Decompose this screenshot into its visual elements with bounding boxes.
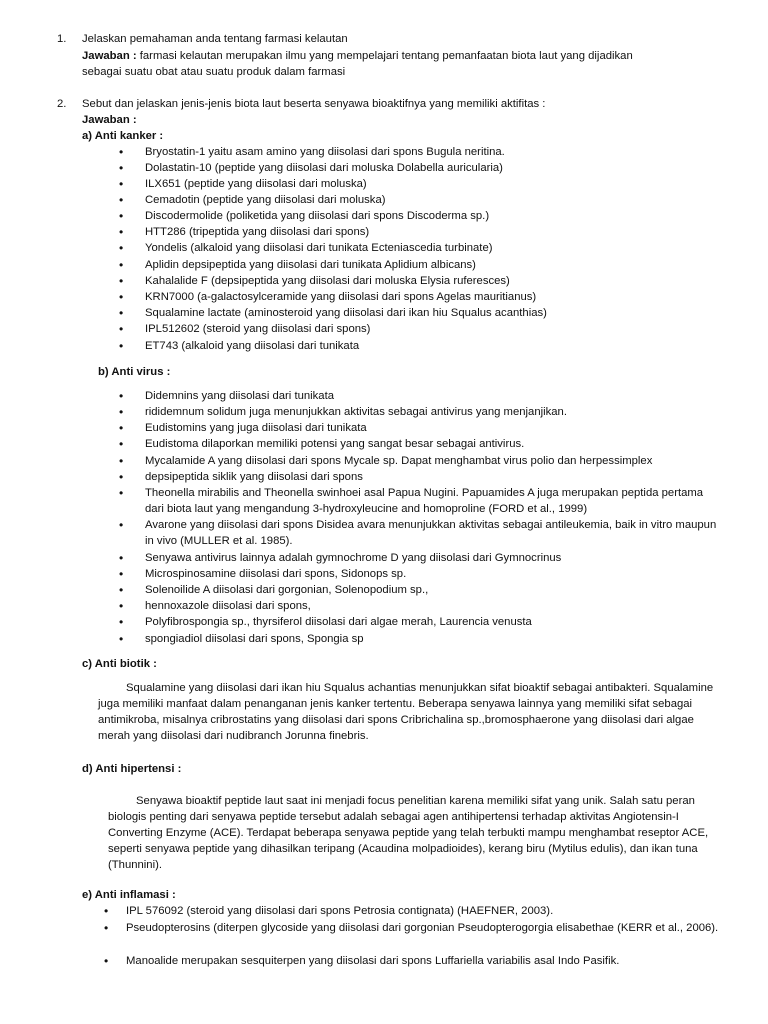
list-item: • Pseudopterosins (diterpen glycoside yang diisolasi dari gorgonian Pseudopterogorgia elisabethae (KERR et al., 2006).: [126, 920, 726, 936]
list-item: • depsipeptida siklik yang diisolasi dari spons: [145, 469, 725, 485]
list-item: • Manoalide merupakan sesquiterpen yang diisolasi dari spons Luffariella variabilis asal Indo Pasifik.: [126, 953, 726, 969]
anti-biotik-paragraph: Squalamine yang diisolasi dari ikan hiu Squalus achantias menunjukkan sifat bioaktif sebagai antibakteri. Squalamine juga memiliki manfaat dalam penanganan jenis kanker tertentu. Beberapa senyawa lainnya yang memiliki sifat sebagai antimikroba, misalnya cribrostatins yang diisolasi dari spons Cribrichalina sp.,bromosphaerone yang diisolasi dari algae merah yang diisolasi dari nudibranch Jorunna finebris.: [98, 682, 714, 742]
list-item: • Microspinosamine diisolasi dari spons, Sidonops sp.: [145, 566, 725, 582]
q1-question: Jelaskan pemahaman anda tentang farmasi kelautan: [82, 33, 348, 45]
list-item: • spongiadiol diisolasi dari spons, Spongia sp: [145, 631, 725, 647]
list-item: • Solenoilide A diisolasi dari gorgonian, Solenopodium sp.,: [145, 582, 725, 598]
list-item: • ILX651 (peptide yang diisolasi dari moluska): [145, 176, 725, 192]
list-item: • IPL512602 (steroid yang diisolasi dari spons): [145, 321, 725, 337]
list-item: • Theonella mirabilis and Theonella swinhoei asal Papua Nugini. Papuamides A juga merupakan peptida pertama dari biota laut yang mengandung 3-hydroxyleucine and homoproline (FORD et al., 1999): [145, 485, 725, 517]
q1-number: 1.: [57, 33, 67, 45]
list-item: • Didemnins yang diisolasi dari tunikata: [145, 388, 725, 404]
list-item: • HTT286 (tripeptida yang diisolasi dari spons): [145, 224, 725, 240]
list-item: • Senyawa antivirus lainnya adalah gymnochrome D yang diisolasi dari Gymnocrinus: [145, 550, 725, 566]
anti-hipertensi-paragraph: Senyawa bioaktif peptide laut saat ini menjadi focus penelitian karena memiliki sifat yang unik. Salah satu peran biologis penting dari senyawa peptide tersebut adalah sebagai agen antihipertensi terhadap aktivitas Angiotensin-I Converting Enzyme (ACE). Terdapat beberapa senyawa peptide yang telah terbukti mampu menghambat reseptor ACE, seperti senyawa peptide yang dihasilkan teripang (Acaudina molpadioides), kerang biru (Mytilus edulis), dan ikan tuna (Thunnini).: [108, 795, 709, 871]
list-item: • Squalamine lactate (aminosteroid yang diisolasi dari ikan hiu Squalus acanthias): [145, 305, 725, 321]
anti-biotik-heading: c) Anti biotik :: [82, 658, 157, 670]
list-item: • ET743 (alkaloid yang diisolasi dari tunikata: [145, 338, 725, 354]
anti-inflamasi-heading: e) Anti inflamasi :: [82, 889, 176, 901]
q2-number: 2.: [57, 98, 67, 110]
anti-kanker-heading: a) Anti kanker :: [82, 130, 164, 142]
q2-answer-label: Jawaban :: [82, 114, 137, 126]
list-item: • Dolastatin-10 (peptide yang diisolasi dari moluska Dolabella auricularia): [145, 160, 725, 176]
anti-hipertensi-heading: d) Anti hipertensi :: [82, 763, 182, 775]
list-item: • IPL 576092 (steroid yang diisolasi dari spons Petrosia contignata) (HAEFNER, 2003).: [126, 903, 726, 919]
list-item: • hennoxazole diisolasi dari spons,: [145, 598, 725, 614]
list-item: • Avarone yang diisolasi dari spons Disidea avara menunjukkan aktivitas sebagai antileukemia, baik in vitro maupun in vivo (MULLER et al. 1985).: [145, 517, 725, 549]
list-item: • Eudistoma dilaporkan memiliki potensi yang sangat besar sebagai antivirus.: [145, 436, 725, 452]
list-item: • Eudistomins yang juga diisolasi dari tunikata: [145, 420, 725, 436]
list-item: • Yondelis (alkaloid yang diisolasi dari tunikata Ecteniascedia turbinate): [145, 240, 725, 256]
q1-answer-line: [82, 48, 722, 64]
q1-answer-text-2: sebagai suatu obat atau suatu produk dalam farmasi: [82, 66, 346, 78]
list-item: • Kahalalide F (depsipeptida yang diisolasi dari moluska Elysia ruferesces): [145, 273, 725, 289]
anti-virus-heading: b) Anti virus :: [98, 366, 171, 378]
list-item: • Aplidin depsipeptida yang diisolasi dari tunikata Aplidium albicans): [145, 257, 725, 273]
q2-question: Sebut dan jelaskan jenis-jenis biota laut beserta senyawa bioaktifnya yang memiliki aktifitas :: [82, 98, 546, 110]
list-item: • KRN7000 (a-galactosylceramide yang diisolasi dari spons Agelas mauritianus): [145, 289, 725, 305]
q1-answer-label: Jawaban :: [82, 50, 137, 62]
list-item: • Mycalamide A yang diisolasi dari spons Mycale sp. Dapat menghambat virus polio dan herpessimplex: [145, 453, 725, 469]
list-item: • rididemnum solidum juga menunjukkan aktivitas sebagai antivirus yang menjanjikan.: [145, 404, 725, 420]
list-item: • Polyfibrospongia sp., thyrsiferol diisolasi dari algae merah, Laurencia venusta: [145, 614, 725, 630]
q1-answer-text: farmasi kelautan merupakan ilmu yang mempelajari tentang pemanfaatan biota laut yang dijadikan: [136, 50, 633, 62]
list-item: • Discodermolide (poliketida yang diisolasi dari spons Discoderma sp.): [145, 208, 725, 224]
list-item: • Bryostatin-1 yaitu asam amino yang diisolasi dari spons Bugula neritina.: [145, 144, 725, 160]
list-item: • Cemadotin (peptide yang diisolasi dari moluska): [145, 192, 725, 208]
